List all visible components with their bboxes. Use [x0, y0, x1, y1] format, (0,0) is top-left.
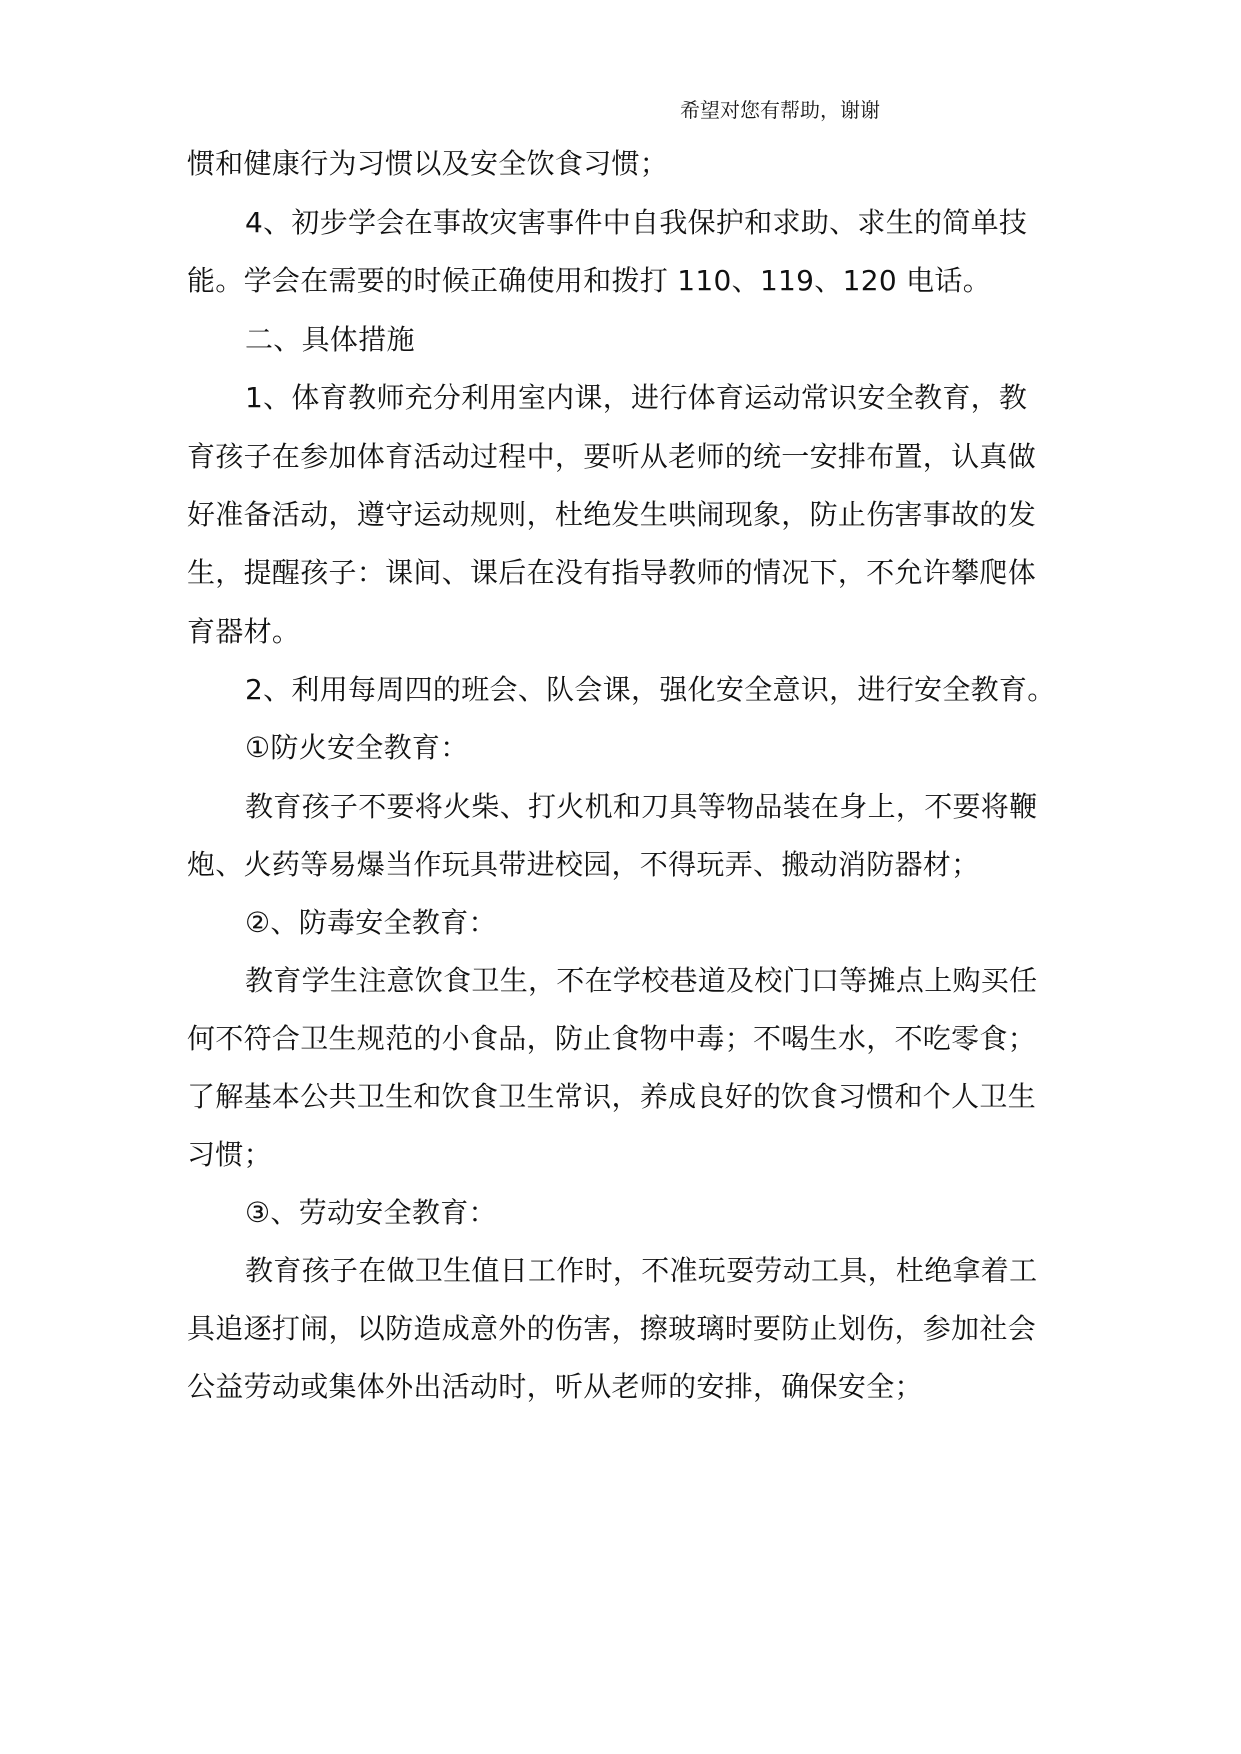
header-note: 希望对您有帮助，谢谢: [680, 98, 880, 122]
text-line: 了解基本公共卫生和饮食卫生常识，养成良好的饮食习惯和个人卫生: [187, 1080, 1037, 1113]
subsection-heading: ③、劳动安全教育：: [245, 1196, 497, 1229]
text-line: 教育孩子在做卫生值日工作时，不准玩耍劳动工具，杜绝拿着工: [245, 1254, 1038, 1287]
text-line: 1、体育教师充分利用室内课，进行体育运动常识安全教育，教: [245, 381, 1028, 414]
text-line: 具追逐打闹，以防造成意外的伤害，擦玻璃时要防止划伤，参加社会: [187, 1312, 1037, 1345]
text-line: 4、初步学会在事故灾害事件中自我保护和求助、求生的简单技: [245, 206, 1028, 239]
text-line: 好准备活动，遵守运动规则，杜绝发生哄闹现象，防止伤害事故的发: [187, 498, 1037, 531]
subsection-heading: ②、防毒安全教育：: [245, 906, 497, 939]
text-line: 育孩子在参加体育活动过程中，要听从老师的统一安排布置，认真做: [187, 440, 1037, 473]
text-line: 2、利用每周四的班会、队会课，强化安全意识，进行安全教育。: [245, 673, 1056, 706]
subsection-heading: ①防火安全教育：: [245, 731, 469, 764]
text-line: 育器材。: [187, 615, 301, 648]
text-line: 教育孩子不要将火柴、打火机和刀具等物品装在身上，不要将鞭: [245, 790, 1038, 823]
text-line: 炮、火药等易爆当作玩具带进校园，不得玩弄、搬动消防器材；: [187, 848, 980, 881]
text-line: 习惯；: [187, 1138, 272, 1171]
text-line: 能。学会在需要的时候正确使用和拨打 110、119、120 电话。: [187, 264, 992, 297]
text-line: 公益劳动或集体外出活动时，听从老师的安排，确保安全；: [187, 1370, 923, 1403]
text-line: 何不符合卫生规范的小食品，防止食物中毒；不喝生水，不吃零食；: [187, 1022, 1037, 1055]
text-line: 生，提醒孩子：课间、课后在没有指导教师的情况下，不允许攀爬体: [187, 556, 1037, 589]
text-line: 惯和健康行为习惯以及安全饮食习惯；: [187, 147, 669, 180]
section-heading: 二、具体措施: [245, 323, 415, 356]
text-line: 教育学生注意饮食卫生，不在学校巷道及校门口等摊点上购买任: [245, 964, 1038, 997]
